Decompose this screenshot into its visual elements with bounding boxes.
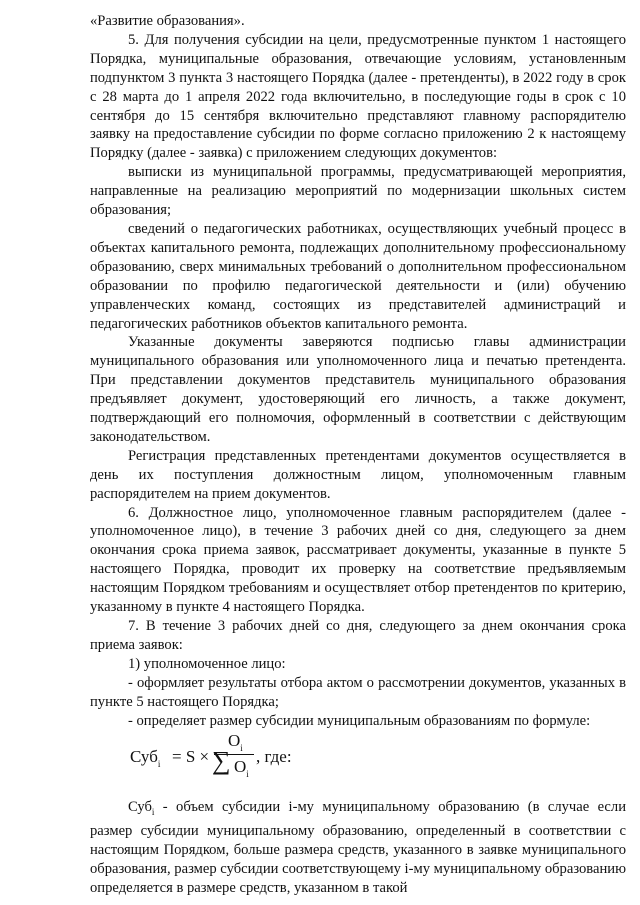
paragraph-registration: Регистрация представленных претендентами документов осуществляется в день их поступления должностным лицом, уполномоченным главным распорядителем на прием документов. <box>90 447 626 502</box>
formula-tail: , где: <box>256 747 292 767</box>
paragraph-authorized-person: 1) уполномоченное лицо: <box>128 655 286 672</box>
paragraph-program-extract: выписки из муниципальной программы, предусматривающей мероприятия, направленные на реализацию мероприятий по модернизации школьных систем образования; <box>90 164 626 219</box>
paragraph-documents-certified: Указанные документы заверяются подписью главы администрации муниципального образования или уполномоченного лица и печатью претендента. При представлении документов представитель муниципального образования предъявляет документ, удостоверяющий его личность, а также документ, подтверждающий его полномочия, оформленный в соответствии с действующим законодательством. <box>90 334 626 445</box>
paragraph-subsidy-size: - определяет размер субсидии муниципальным образованиям по формуле: <box>128 712 591 729</box>
paragraph-teachers-info: сведений о педагогических работниках, осуществляющих учебный процесс в объектах капитального ремонта, подлежащих дополнительному профессиональному образованию, сверх минимальных требований о дополнительном профессиональном образовании по профилю педагогической деятельности и (или) обучению управленческих команд, состоящих из представителей администраций и педагогических работников объектов капитального ремонта. <box>90 220 626 332</box>
document-body <box>90 12 626 898</box>
definition-term-sub: i <box>151 807 155 818</box>
paragraph-definition <box>90 798 626 897</box>
paragraph-item-6: 6. Должностное лицо, уполномоченное главным распорядителем (далее - уполномоченное лицо), в течение 3 рабочих дней со дня, следующего за днем окончания срока приема заявок, рассматривает документы, указанные в пункте 5 настоящего Порядка, проводит их проверку на соответствие предъявляемым настоящим Порядком требованиям и осуществляет отбор претендентов по критерию, указанному в пункте 4 настоящего Порядка. <box>90 504 626 616</box>
formula-lhs: Суб$_i$ <box>130 747 161 770</box>
subsidy-formula <box>90 732 626 790</box>
paragraph-program-name: «Развитие образования». <box>90 13 245 29</box>
paragraph-item-7: 7. В течение 3 рабочих дней со дня, следующего за днем окончания срока приема заявок: <box>90 618 626 653</box>
formula-denominator: $O_i$ <box>234 757 249 780</box>
formula-sigma: ∑ <box>212 746 231 776</box>
paragraph-item-5: 5. Для получения субсидии на цели, предусмотренные пунктом 1 настоящего Порядка, муниципальные образования, отвечающие условиям, установленным подпунктом 3 пункта 3 настоящего Порядка (далее - претенденты), в 2022 году в срок с 28 марта до 1 апреля 2022 года включительно, в последующие годы в срок с 10 сентября до 15 сентября включительно представляют главному распорядителю заявку на предоставление субсидии по форме согласно приложению 2 к настоящему Порядку (далее - заявка) с приложением следующих документов: <box>90 31 626 162</box>
formula-numerator: $O_i$ <box>228 731 243 754</box>
formula-equals-s-times: = S × <box>172 747 210 767</box>
definition-term: Суб <box>128 799 152 816</box>
definition-text: - объем субсидии i-му муниципальному образованию (в случае если размер субсидии муниципальному образованию, определенный в соответствии с настоящим Порядком, больше размера средств, указанного в заявке муниципального образования, размер субсидии соответствующему i-му муниципальному образованию определяется в размере средств, указанном в такой <box>90 799 626 896</box>
paragraph-selection-results: - оформляет результаты отбора актом о рассмотрении документов, указанных в пункте 5 настоящего Порядка; <box>90 674 626 710</box>
